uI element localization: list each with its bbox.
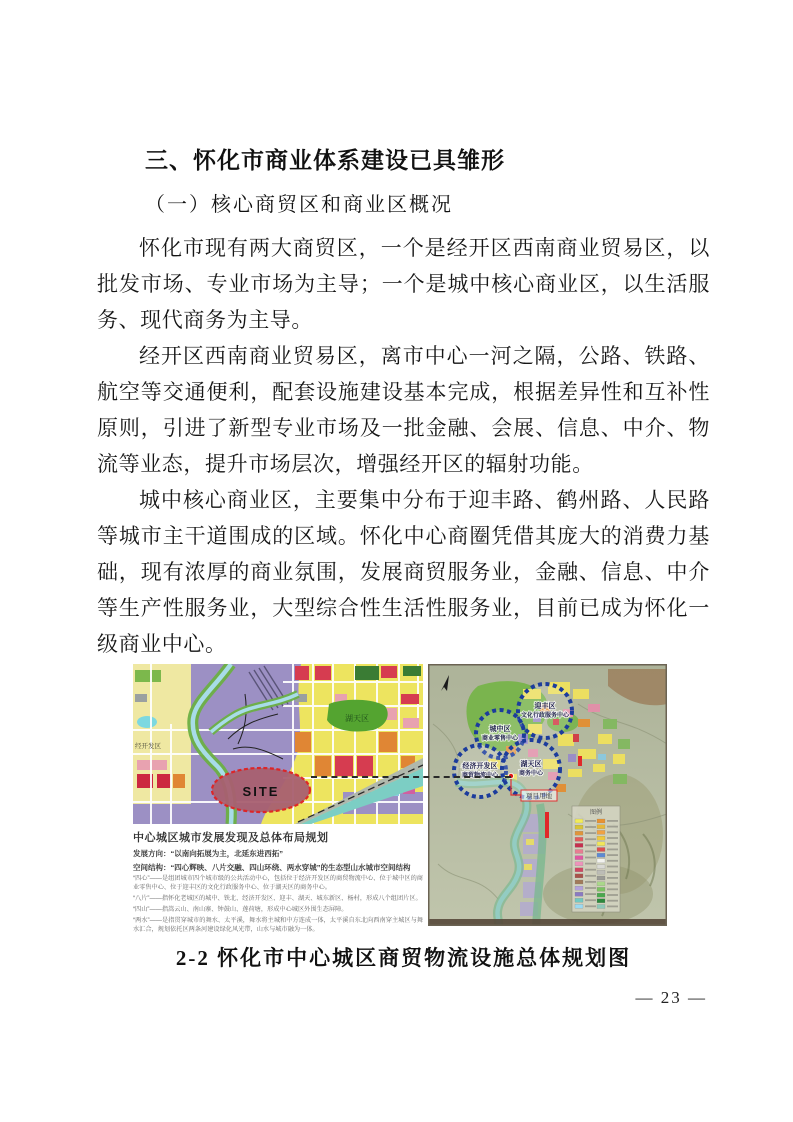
legend-swatch xyxy=(597,905,605,909)
terrain-map-panel xyxy=(428,664,667,937)
legend-swatch xyxy=(597,842,605,846)
legend-swatch xyxy=(597,848,605,852)
legend-label-text xyxy=(607,871,618,873)
legend-label-text xyxy=(607,831,618,833)
legend-swatch xyxy=(597,899,605,903)
district-label: 湖天区 xyxy=(345,714,369,723)
plan-title: 中心城区城市发展发现及总体布局规划 xyxy=(133,832,329,844)
legend-label-text xyxy=(585,869,596,871)
legend-label-text xyxy=(607,888,618,890)
plan-note-1: “四心”——是组团城市四个城市级的公共活动中心，包括位于经济开发区的商贸物流中心、位于城中区的商业零售中心、位于迎丰区的文化行政服务中心、位于湖天区的商务中心。 xyxy=(133,875,423,891)
edge-district-label: 经开发区 xyxy=(135,743,161,750)
legend-label-text xyxy=(607,854,618,856)
legend-label-text xyxy=(585,832,596,834)
legend-label-text xyxy=(585,838,596,840)
subsection-heading: （一）核心商贸区和商业区概况 xyxy=(145,194,453,216)
planning-figure xyxy=(133,664,667,933)
plan-note-2: “八片”——指怀化老城区的城中、铁北、经济开发区、迎丰、湖天、城东新区、杨村，形成八个组团片区。 xyxy=(133,894,422,902)
paragraph-2: 经开区西南商业贸易区，离市中心一河之隔，公路、铁路、航空等交通便利，配套设施建设基本完成，根据差异性和互补性原则，引进了新型专业市场及一批金融、会展、信息、中介、物流等业态，提升市场层次，增强经开区的辐射功能。 xyxy=(97,344,710,476)
page-content xyxy=(97,146,710,972)
legend-swatch xyxy=(575,850,583,854)
legend-label-text xyxy=(585,820,596,822)
legend-swatch xyxy=(597,893,605,897)
svg-text:商务中心: 商务中心 xyxy=(518,771,544,777)
legend-swatch xyxy=(575,886,583,890)
legend-label-text xyxy=(585,893,596,895)
legend-label-text xyxy=(585,857,596,859)
legend-swatch xyxy=(597,859,605,863)
legend-swatch xyxy=(597,853,605,857)
landuse-map-panel xyxy=(133,664,423,937)
project-site-label: 项目用地 xyxy=(526,793,552,800)
legend-swatch xyxy=(575,904,583,908)
page-number: — 23 — xyxy=(635,988,707,1007)
legend-swatch xyxy=(597,882,605,886)
legend-label-text xyxy=(607,877,618,879)
legend-label-text xyxy=(607,906,618,908)
legend-swatch xyxy=(575,856,583,860)
circle-yingfeng xyxy=(518,684,572,738)
legend-label-text xyxy=(607,860,618,862)
plan-structure-line: 空间结构：“四心辉映、八片交融、四山环绕、两水穿城”的生态型山水城市空间结构 xyxy=(133,862,411,872)
legend-swatch xyxy=(597,825,605,829)
legend-swatch xyxy=(575,892,583,896)
legend-label-text xyxy=(585,905,596,907)
legend-swatch xyxy=(575,831,583,835)
legend-label-text xyxy=(607,900,618,902)
legend-swatch xyxy=(575,868,583,872)
legend-label-text xyxy=(585,887,596,889)
svg-text:经济开发区: 经济开发区 xyxy=(462,763,498,770)
legend-label-text xyxy=(607,849,618,851)
legend-swatch xyxy=(597,865,605,869)
legend-label-text xyxy=(607,820,618,822)
legend-label-text xyxy=(585,863,596,865)
svg-text:商贸物流中心: 商贸物流中心 xyxy=(461,773,499,779)
legend-label-text xyxy=(585,851,596,853)
legend-swatch xyxy=(575,898,583,902)
plan-direction-line: 发展方向：“以南向拓展为主，北延东进西拓” xyxy=(133,849,283,858)
legend-label-text xyxy=(585,881,596,883)
plan-note-4: “两水”——是指贯穿城市的舞水、太平溪，舞水将主城和中方连成一体，太平溪自东北向西南穿主城区与舞水汇合，规划依托区两条河建设绿化风光带，山水与城市融为一体。 xyxy=(133,916,423,933)
site-label: SITE xyxy=(242,784,280,799)
legend-swatch xyxy=(575,837,583,841)
legend-label-text xyxy=(607,866,618,868)
legend-label-text xyxy=(585,826,596,828)
legend-swatch xyxy=(575,862,583,866)
legend-swatch xyxy=(575,819,583,823)
legend-swatch xyxy=(575,843,583,847)
svg-text:文化行政服务中心: 文化行政服务中心 xyxy=(520,713,570,719)
legend-label-text xyxy=(607,894,618,896)
legend-title: 图例 xyxy=(589,810,603,816)
legend-label-text xyxy=(607,826,618,828)
plan-note-3: “四山”——指嵩云山、南山寨、钟鼓山、莲荷塘，形成中心城区外围生态屏障。 xyxy=(133,905,348,913)
legend-swatch xyxy=(597,887,605,891)
legend-swatch xyxy=(597,870,605,874)
legend-label-text xyxy=(585,899,596,901)
legend-swatch xyxy=(597,830,605,834)
svg-text:商业零售中心: 商业零售中心 xyxy=(481,736,519,742)
legend-label-text xyxy=(585,875,596,877)
legend-label-text xyxy=(607,883,618,885)
legend-swatch xyxy=(575,874,583,878)
legend-swatch xyxy=(597,836,605,840)
svg-text:迎丰区: 迎丰区 xyxy=(534,703,556,710)
legend-swatch xyxy=(575,825,583,829)
pond xyxy=(137,716,157,728)
paragraph-1: 怀化市现有两大商贸区，一个是经开区西南商业贸易区，以批发市场、专业市场为主导；一个是城中核心商业区，以生活服务、现代商务为主导。 xyxy=(97,236,710,332)
circle-jingkai xyxy=(454,745,506,797)
legend-label-text xyxy=(607,843,618,845)
figure-caption: 2-2 怀化市中心城区商贸物流设施总体规划图 xyxy=(175,946,632,970)
svg-text:湖天区: 湖天区 xyxy=(520,761,542,768)
plan-text-block xyxy=(133,829,423,935)
legend-label-text xyxy=(585,844,596,846)
landuse-map-image xyxy=(133,664,423,824)
figure-panels xyxy=(133,664,667,937)
terrain-map-image xyxy=(428,664,667,926)
legend-label-text xyxy=(607,837,618,839)
legend-swatch xyxy=(597,876,605,880)
paragraph-3: 城中核心商业区，主要集中分布于迎丰路、鹤州路、人民路等城市主干道围成的区域。怀化中心商圈凭借其庞大的消费力基础，现有浓厚的商业氛围，发展商贸服务业，金融、信息、中介等生产性服务业，大型综合性生活性服务业，目前已成为怀化一级商业中心。 xyxy=(97,488,710,656)
svg-text:城中区: 城中区 xyxy=(489,726,511,733)
section-heading: 三、怀化市商业体系建设已具雏形 xyxy=(145,148,505,174)
legend-swatch xyxy=(575,880,583,884)
map-legend xyxy=(572,806,620,912)
legend-swatch xyxy=(597,819,605,823)
